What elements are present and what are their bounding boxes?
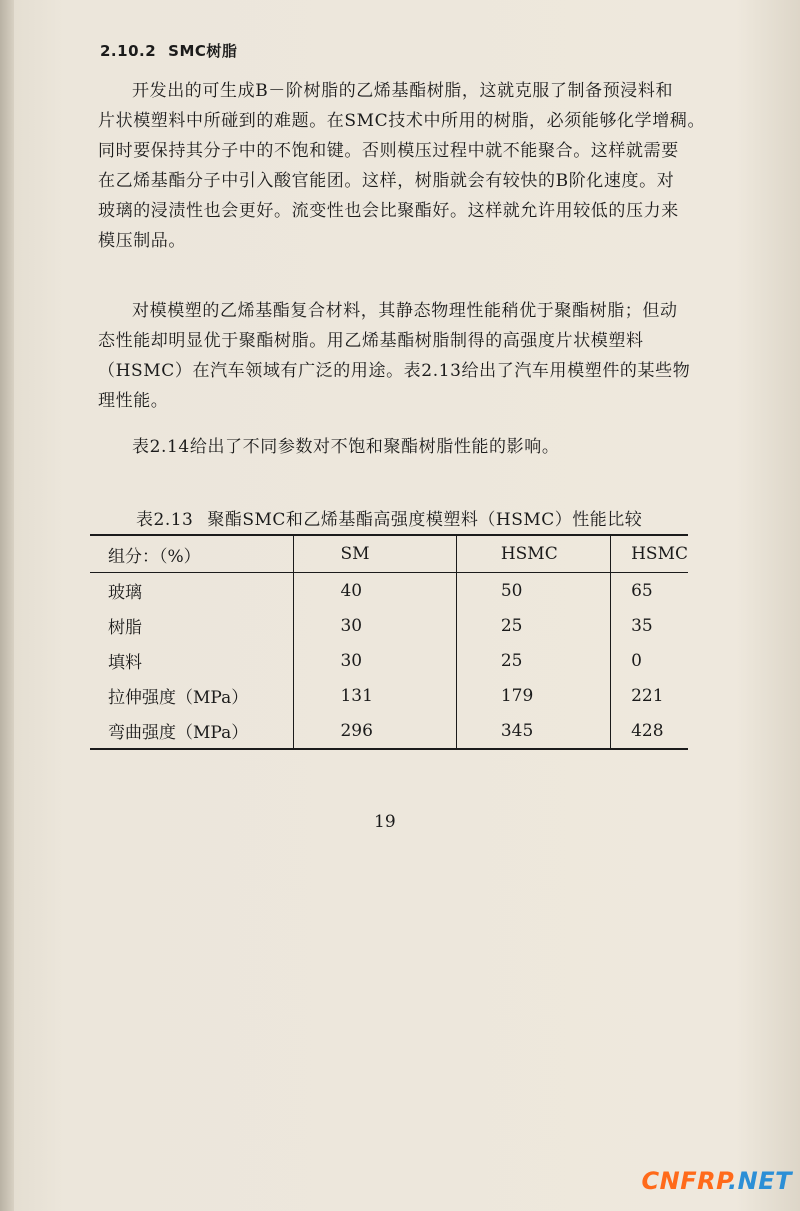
paragraph-3	[98, 432, 698, 462]
table-cell: 30	[294, 643, 456, 678]
table-row	[90, 713, 688, 749]
table-cell: 30	[294, 608, 456, 643]
header-cell: HSMC	[631, 544, 688, 564]
table-cell: 弯曲强度（MPa）	[90, 713, 294, 749]
header-cell: 组分：（%）	[90, 535, 294, 573]
table-cell: 0	[631, 650, 642, 671]
watermark-part: NET	[737, 1167, 792, 1195]
table-row	[90, 573, 688, 609]
paragraph-line: 态性能却明显优于聚酯树脂。用乙烯基酯树脂制得的高强度片状模塑料	[98, 331, 644, 351]
section-number: 2.10.2	[100, 42, 157, 60]
table-cell: 296	[294, 713, 456, 749]
page-binding-edge	[0, 0, 14, 1211]
watermark-part: CNFRP	[641, 1167, 729, 1195]
table-cell: 25	[456, 608, 610, 643]
table-cell: 50	[456, 573, 610, 609]
table-cell: 树脂	[90, 608, 294, 643]
table-header-row	[90, 535, 688, 573]
section-title: SMC树脂	[168, 42, 238, 60]
table-cell: 35	[631, 615, 653, 636]
header-cell: SM	[294, 535, 456, 573]
table-cell: 221	[631, 685, 664, 706]
page-number: 19	[374, 812, 396, 832]
watermark-dot: .	[728, 1167, 738, 1195]
table-cell: 25	[456, 643, 610, 678]
paragraph-line: 开发出的可生成B－阶树脂的乙烯基酯树脂，这就克服了制备预浸料和	[132, 81, 674, 101]
properties-table	[90, 534, 688, 750]
paragraph-line: 模压制品。	[98, 231, 186, 251]
paragraph-line: 表2.14给出了不同参数对不饱和聚酯树脂性能的影响。	[132, 437, 560, 457]
table-cell: 428	[631, 720, 664, 741]
table-caption	[136, 505, 642, 530]
table-title: 聚酯SMC和乙烯基酯高强度模塑料（HSMC）性能比较	[207, 510, 643, 530]
table-cell: 131	[294, 678, 456, 713]
paragraph-line: （HSMC）在汽车领域有广泛的用途。表2.13给出了汽车用模塑件的某些物	[98, 361, 691, 381]
table-number: 表2.13	[136, 510, 194, 530]
table-cell: 345	[456, 713, 610, 749]
table-cell: 玻璃	[90, 573, 294, 609]
table-row	[90, 678, 688, 713]
table-cell: 40	[294, 573, 456, 609]
table-cell: 填料	[90, 643, 294, 678]
table-row	[90, 643, 688, 678]
paragraph-line: 玻璃的浸渍性也会更好。流变性也会比聚酯好。这样就允许用较低的压力来	[98, 201, 679, 221]
paragraph-line: 理性能。	[98, 391, 169, 411]
paragraph-line: 对模模塑的乙烯基酯复合材料，其静态物理性能稍优于聚酯树脂；但动	[132, 301, 678, 321]
table-cell: 拉伸强度（MPa）	[90, 678, 294, 713]
paragraph-line: 片状模塑料中所碰到的难题。在SMC技术中所用的树脂，必须能够化学增稠。	[98, 111, 706, 131]
table-row	[90, 608, 688, 643]
paragraph-2	[98, 296, 698, 416]
header-cell: HSMC	[456, 535, 610, 573]
paragraph-line: 同时要保持其分子中的不饱和键。否则模压过程中就不能聚合。这样就需要	[98, 141, 679, 161]
section-heading	[100, 40, 249, 61]
paragraph-1	[98, 76, 706, 256]
table-cell: 65	[631, 580, 653, 601]
table-cell: 179	[456, 678, 610, 713]
paragraph-line: 在乙烯基酯分子中引入酸官能团。这样，树脂就会有较快的B阶化速度。对	[98, 171, 675, 191]
site-watermark	[642, 1167, 792, 1195]
